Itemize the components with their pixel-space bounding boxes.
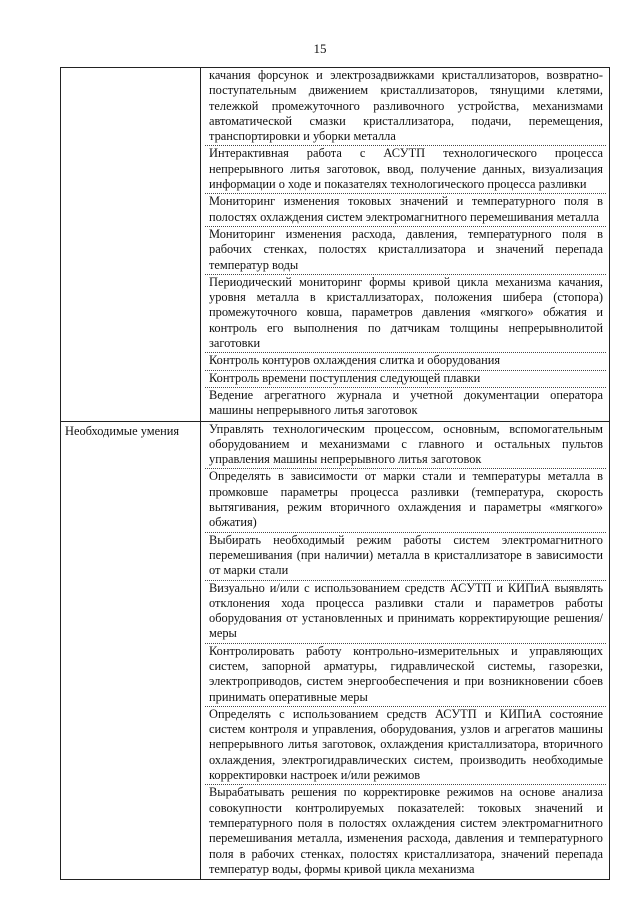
- list-item: Выбирать необходимый режим работы систем электромагнитного перемешивания (при наличии) металла в кристаллизаторе в зависимости от марки стали: [205, 533, 606, 581]
- list-item: Контроль контуров охлаждения слитка и оборудования: [205, 353, 606, 370]
- list-item: Контролировать работу контрольно-измерительных и управляющих систем, запорной арматуры, гидравлической системы, газорезки, электроприводов, систем энергообеспечения и при возникновении сбоев принимать оперативные меры: [205, 644, 606, 707]
- section-label-cell: [61, 68, 201, 422]
- list-item: Определять с использованием средств АСУТП и КИПиА состояние систем контроля и управления, оборудования, узлов и агрегатов машины непрерывного литья заготовок, охлаждения кристаллизатора, вторичного охлаждения, электрогидравлических систем, производить необходимые корректировки настроек и/или режимов: [205, 707, 606, 785]
- section-label: Необходимые умения: [65, 423, 180, 438]
- list-item: Вырабатывать решения по корректировке режимов на основе анализа совокупности контролируемых показателей: токовых значений и температурного поля в полостях охлаждения систем электромагнитного перемешивания металла, изменения расхода, давления и температурного поля в рабочих стенках, полостях кристаллизатора, значений перепада температур воды, формы кривой цикла механизма: [209, 785, 603, 876]
- list-item: Периодический мониторинг формы кривой цикла механизма качания, уровня металла в кристаллизаторах, положения шибера (стопора) промежуточного ковша, параметров давления «мягкого» обжатия и контроль его выполнения по датчикам толщины непрерывнолитой заготовки: [205, 275, 606, 353]
- list-item: Визуально и/или с использованием средств АСУТП и КИПиА выявлять отклонения хода процесса разливки стали и параметров работы оборудования от установленных и принимать корректирующие решения/меры: [205, 581, 606, 644]
- table-row: [61, 68, 610, 422]
- list-item: качания форсунок и электрозадвижками кристаллизаторов, возвратно-поступательным движением кристаллизаторов, тянущими клетями, тележкой промежуточного разливочного устройства, механизмами автоматической смазки кристаллизатора, подачи, перемещения, транспортировки и уборки металла: [205, 68, 606, 146]
- section-label: [65, 68, 197, 70]
- list-item: Интерактивная работа с АСУТП технологического процесса непрерывного литья заготовок, ввод, получение данных, визуализация информации о ходе и показателях технологического процесса разливки: [205, 146, 606, 194]
- section-label-cell: [61, 421, 201, 880]
- list-item: Мониторинг изменения расхода, давления, температурного поля в рабочих стенках, полостях кристаллизатора и значений перепада температур воды: [205, 227, 606, 275]
- section-content-cell: [201, 68, 610, 422]
- section-content-cell: [201, 421, 610, 880]
- list-item: Управлять технологическим процессом, основным, вспомогательным оборудованием и механизмами с главного и остальных пультов управления машины непрерывного литья заготовок: [205, 422, 606, 470]
- list-item: Определять в зависимости от марки стали и температуры металла в промковше параметры процесса разливки (температура, скорость вытягивания, режим вторичного охлаждения и параметры «мягкого» обжатия): [205, 469, 606, 532]
- page-number: 15: [313, 41, 327, 56]
- list-item: Мониторинг изменения токовых значений и температурного поля в полостях охлаждения систем электромагнитного перемешивания металла: [205, 194, 606, 227]
- table-row: [61, 421, 610, 880]
- requirements-table: [60, 67, 610, 880]
- list-item: Ведение агрегатного журнала и учетной документации оператора машины непрерывного литья заготовок: [209, 387, 603, 418]
- list-item: Контроль времени поступления следующей плавки: [205, 371, 606, 388]
